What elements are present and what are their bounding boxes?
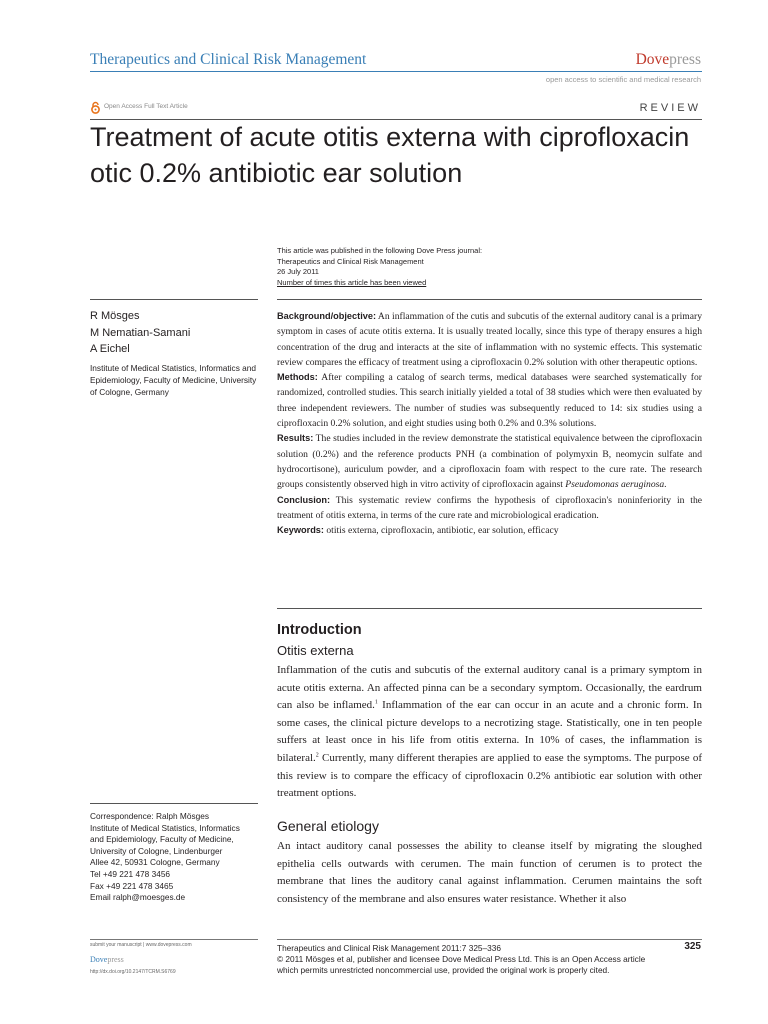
abstract-keywords xyxy=(277,523,702,538)
intro-text-a: Inflammation of the cutis and subcutis of the external auditory canal is a primary symptom in acute otitis externa. An affected pinna can be a secondary symptom. Occasionally, the eardrum can also be inflamed. xyxy=(277,664,702,712)
right-rule xyxy=(277,299,702,300)
results-species: Pseudomonas aeruginosa xyxy=(565,479,665,491)
otitis-externa-heading: Otitis externa xyxy=(277,643,354,658)
corr-line: Institute of Medical Statistics, Informatics xyxy=(90,822,240,833)
header-rule xyxy=(90,71,702,72)
footer-rule-right xyxy=(277,939,702,940)
pubinfo-line1: This article was published in the following Dove Press journal: xyxy=(277,246,483,255)
corr-line: and Epidemiology, Faculty of Medicine, xyxy=(90,834,234,845)
abstract-conclusion xyxy=(277,493,702,524)
etiology-body xyxy=(277,838,702,906)
introduction-heading: Introduction xyxy=(277,622,362,638)
citation-line: © 2011 Mösges et al, publisher and licensee Dove Medical Press Ltd. This is an Open Access article xyxy=(277,953,646,964)
publisher-tagline: open access to scientific and medical research xyxy=(545,75,701,84)
author: M Nematian-Samani xyxy=(90,326,191,339)
abstract-methods xyxy=(277,370,702,431)
abstract-background xyxy=(277,309,702,370)
corr-line: Correspondence: Ralph Mösges xyxy=(90,811,209,821)
dovepress-logo[interactable] xyxy=(636,51,701,69)
abstract-results xyxy=(277,431,702,492)
corr-line: University of Cologne, Lindenburger xyxy=(90,845,223,856)
article-type: REVIEW xyxy=(639,102,701,114)
keywords-text: otitis externa, ciprofloxacin, antibiotic, ear solution, efficacy xyxy=(323,525,559,537)
citation xyxy=(277,943,697,975)
corr-line: Fax +49 221 478 3465 xyxy=(90,880,174,891)
views-link[interactable]: Number of times this article has been viewed xyxy=(277,277,427,287)
abstract xyxy=(277,309,702,538)
correspondence xyxy=(90,811,265,904)
open-access-label: Open Access Full Text Article xyxy=(104,103,188,110)
methods-text: After compiling a catalog of search terms, medical databases were searched systematically for randomized, controlled studies. This search initially yielded a total of 38 studies which were then evaluated by three independent reviewers. The number of studies was subsequently reduced to 14: six studies using a ciprofloxacin 0.2% solution, and eight studies using both 0.2% and 0.3% solutions. xyxy=(277,372,702,430)
affiliation: Institute of Medical Statistics, Informatics and Epidemiology, Faculty of Medicine, University of Cologne, Germany xyxy=(90,363,257,398)
intro-text-b: Inflammation of the ear can occur in an acute and a chronic form. In some cases, the clinical picture develops to a necrotizing stage. Statistically, one in ten people suffers at least once in his life from otitis externa. In 10% of cases, the inflammation is bilateral. xyxy=(277,699,702,764)
conclusion-text: This systematic review confirms the hypothesis of ciprofloxacin's noninferiority in the treatment of otitis externa, in terms of the cure rate and microbiological eradication. xyxy=(277,494,702,521)
reference-2[interactable]: 2 xyxy=(315,752,319,759)
left-rule xyxy=(90,299,258,300)
corr-line: Tel +49 221 478 3456 xyxy=(90,868,171,879)
pubinfo-line3: 26 July 2011 xyxy=(277,267,319,277)
footer-logo-press: press xyxy=(107,955,124,964)
reference-1[interactable]: 1 xyxy=(374,699,378,706)
footer-rule-left xyxy=(90,939,258,940)
etiology-paragraph: An intact auditory canal possesses the ability to cleanse itself by migrating the sloughed epithelia cells outwards with cerumen. The main function of cerumen is to protect the membrane that lines the auditory canal against inflammation. Cerumen maintains the soft consistency of the membrane and also ensures water resistance. Whether it also xyxy=(277,840,702,905)
doi-link[interactable]: http://dx.doi.org/10.2147/TCRM.S6769 xyxy=(90,969,176,975)
intro-text-c: Currently, many different therapies are applied to ease the symptoms. The purpose of this review is to compare the efficacy of ciprofloxacin 0.2% antibiotic ear solution with other treatment options. xyxy=(277,751,702,800)
author: R Mösges xyxy=(90,310,140,322)
conclusion-label: Conclusion: xyxy=(277,494,331,505)
article-title: Treatment of acute otitis externa with ciprofloxacin otic 0.2% antibiotic ear solution xyxy=(90,122,690,188)
introduction-paragraph xyxy=(277,662,702,803)
footer-logo-dove: Dove xyxy=(90,955,108,964)
footer-dovepress-logo[interactable] xyxy=(90,955,124,964)
publication-info xyxy=(277,246,482,288)
results-label: Results: xyxy=(277,433,314,444)
keywords-label: Keywords: xyxy=(277,525,324,536)
citation-line: Therapeutics and Clinical Risk Management 2011:7 325–336 xyxy=(277,943,501,953)
correspondence-rule xyxy=(90,803,258,804)
background-text: An inflammation of the cutis and subcutis of the external auditory canal is a primary symptom in cases of acute otitis externa. It is usually treated locally, since this type of therapy ensures a high concentration of the drug and interacts at the site of inflammation with no systemic effects. This systematic review compares the efficacy of treatment using a ciprofloxacin 0.2% solution with other therapeutic options. xyxy=(277,311,702,368)
results-text: The studies included in the review demonstrate the statistical equivalence between the ciprofloxacin solution (0.2%) and the reference products PNH (a combination of polymyxin B, neomycin sulfate and hydrocortisone), auriculum powder, and a ciprofloxacin foam with respect to the cure rate. The research groups consistently observed high in vitro activity of ciprofloxacin against xyxy=(277,433,702,491)
open-access-icon xyxy=(90,101,101,114)
logo-dove: Dove xyxy=(635,51,670,68)
pubinfo-line2: Therapeutics and Clinical Risk Management xyxy=(277,256,424,266)
email-link[interactable]: Email ralph@moesges.de xyxy=(90,892,186,903)
page-number: 325 xyxy=(684,941,701,952)
corr-line: Allee 42, 50931 Cologne, Germany xyxy=(90,857,220,868)
background-label: Background/objective: xyxy=(277,311,377,321)
author-list xyxy=(90,308,190,358)
author: A Eichel xyxy=(90,343,130,355)
introduction-body xyxy=(277,662,702,803)
results-end: . xyxy=(664,479,667,491)
citation-line: which permits unrestricted noncommercial use, provided the original work is properly cited. xyxy=(277,964,610,975)
submit-manuscript-link[interactable]: submit your manuscript | www.dovepress.com xyxy=(90,942,192,948)
journal-title: Therapeutics and Clinical Risk Management xyxy=(90,51,367,68)
methods-label: Methods: xyxy=(277,372,318,383)
general-etiology-heading: General etiology xyxy=(277,818,379,834)
abstract-rule xyxy=(277,608,702,609)
logo-press: press xyxy=(669,51,701,68)
